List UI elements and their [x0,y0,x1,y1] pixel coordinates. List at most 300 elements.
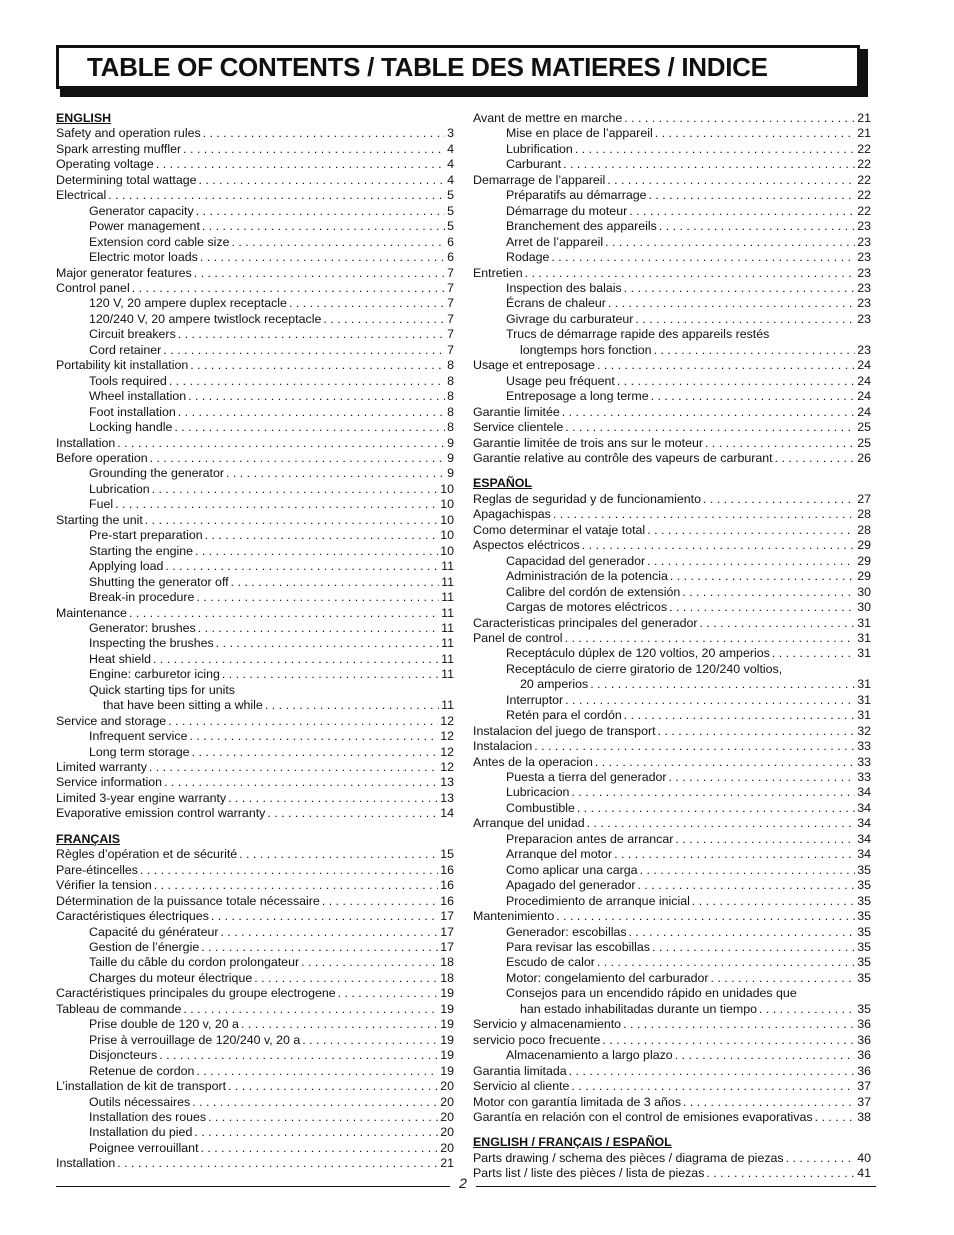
toc-entry-page: 19 [440,1001,454,1016]
toc-entry[interactable] [473,1151,871,1166]
dot-leader [624,111,855,126]
toc-entry[interactable] [56,955,454,970]
toc-entry-page: 30 [857,600,871,615]
toc-entry[interactable] [56,312,454,327]
toc-entry-title: Maintenance [56,605,127,620]
toc-entry[interactable] [56,126,454,141]
dot-leader [188,389,445,404]
toc-entry-title: Electric motor loads [89,250,198,265]
toc-entry[interactable] [473,1095,871,1110]
toc-entry[interactable] [473,157,871,172]
toc-entry-page: 36 [857,1048,871,1063]
dot-leader [759,1002,855,1017]
toc-entry[interactable] [56,559,454,574]
toc-entry[interactable] [56,343,454,358]
dot-leader [194,1125,438,1140]
toc-entry-page: 5 [447,188,454,203]
toc-entry[interactable] [56,1002,454,1017]
toc-entry[interactable] [56,142,454,157]
toc-entry[interactable] [473,955,871,970]
toc-entry-title: Service information [56,775,163,790]
toc-entry[interactable] [473,616,871,631]
toc-entry[interactable] [56,1048,454,1063]
toc-entry[interactable] [56,466,454,481]
toc-entry-page: 6 [447,250,454,265]
toc-entry-title: Parts drawing / schema des pièces / diagrama de piezas [473,1150,784,1165]
toc-entry-title: Prise double de 120 v, 20 a [89,1017,239,1032]
toc-entry[interactable] [473,554,871,569]
toc-entry-title: Escudo de calor [506,955,595,970]
toc-entry[interactable] [473,266,871,281]
toc-entry[interactable] [473,878,871,893]
dot-leader [159,1048,438,1063]
toc-entry[interactable] [473,296,871,311]
dot-leader [216,636,439,651]
dot-leader [129,606,439,621]
title-box [56,45,860,89]
toc-entry-page: 19 [440,1063,454,1078]
toc-entry-page: 33 [857,739,871,754]
toc-entry-title: Carburant [506,157,562,172]
toc-entry[interactable] [56,878,454,893]
dot-leader [117,436,445,451]
dot-leader [156,157,445,172]
toc-entry[interactable] [473,219,871,234]
toc-entry[interactable] [473,281,871,296]
dot-leader [675,1048,856,1063]
toc-entry-title: Capacidad del generador [506,553,646,568]
toc-entry[interactable] [473,111,871,126]
toc-entry-page: 35 [857,955,871,970]
toc-entry-title: Arranque del motor [506,847,613,862]
toc-entry-page: 23 [857,234,871,249]
dot-leader [703,492,855,507]
toc-entry-title: Procedimiento de arranque inicial [506,893,690,908]
toc-entry[interactable] [56,1110,454,1125]
toc-entry[interactable] [56,667,454,682]
toc-entry-page: 11 [441,620,454,635]
toc-entry-page: 17 [440,940,454,955]
toc-entry-page: 22 [857,157,871,172]
toc-entry-title: that have been sitting a while [103,698,263,713]
toc-entry-page: 4 [447,141,454,156]
toc-entry[interactable] [56,714,454,729]
toc-entry-page: 16 [440,893,454,908]
toc-entry-page: 8 [447,358,454,373]
toc-entry[interactable] [473,492,871,507]
dot-leader [605,235,855,250]
toc-entry-title: Démarrage du moteur [506,203,628,218]
toc-entry[interactable] [473,235,871,250]
toc-entry[interactable] [56,1079,454,1094]
footer-rule-right [476,1186,876,1187]
toc-entry-page: 22 [857,172,871,187]
toc-entry[interactable] [473,971,871,986]
toc-entry-title: Extension cord cable size [89,234,230,249]
toc-entry-title: Almacenamiento a largo plazo [506,1048,673,1063]
toc-entry[interactable] [473,909,871,924]
toc-entry[interactable] [56,389,454,404]
toc-entry-page: 11 [441,667,454,682]
toc-entry[interactable] [56,791,454,806]
toc-entry[interactable] [56,729,454,744]
toc-entry[interactable] [56,1141,454,1156]
toc-entry[interactable] [56,775,454,790]
toc-entry-page: 17 [440,909,454,924]
toc-entry[interactable] [473,142,871,157]
dot-leader [624,281,855,296]
toc-entry[interactable] [473,755,871,770]
toc-entry-page: 9 [447,435,454,450]
toc-entry-page: 18 [440,970,454,985]
toc-entry-page: 13 [440,790,454,805]
toc-entry-page: 23 [857,250,871,265]
dot-leader [654,343,856,358]
toc-entry-page: 10 [440,512,454,527]
toc-entry[interactable] [56,497,454,512]
dot-leader [565,693,855,708]
dot-leader [635,312,855,327]
toc-entry[interactable] [56,250,454,265]
toc-entry[interactable] [56,760,454,775]
toc-entry-page: 7 [447,327,454,342]
toc-entry[interactable] [473,1079,871,1094]
toc-entry-page: 31 [857,692,871,707]
toc-entry[interactable] [56,986,454,1001]
toc-entry[interactable] [56,590,454,605]
toc-entry[interactable] [473,585,871,600]
toc-entry[interactable] [473,724,871,739]
toc-entry-page: 19 [440,1048,454,1063]
toc-entry[interactable] [56,925,454,940]
toc-entry[interactable] [473,708,871,723]
toc-entry[interactable] [56,847,454,862]
toc-entry-page: 4 [447,172,454,187]
toc-entry[interactable] [473,436,871,451]
dot-leader [669,600,855,615]
dot-leader [198,621,439,636]
toc-entry[interactable] [56,745,454,760]
toc-entry-title: Motor con garantía limitada de 3 años [473,1094,682,1109]
toc-entry-page: 28 [857,522,871,537]
toc-entry[interactable] [56,940,454,955]
toc-entry[interactable] [56,606,454,621]
toc-entry[interactable] [473,523,871,538]
dot-leader [647,523,855,538]
dot-leader [228,791,438,806]
toc-entry-page: 20 [440,1125,454,1140]
dot-leader [658,724,856,739]
toc-entry[interactable] [473,925,871,940]
toc-entry-title: Retenue de cordon [89,1063,195,1078]
toc-entry-title: Panel de control [473,630,563,645]
toc-entry[interactable] [56,1064,454,1079]
toc-entry[interactable] [473,1002,871,1017]
toc-entry[interactable] [473,188,871,203]
toc-entry-title: Mise en place de l’appareil [506,126,653,141]
dot-leader [556,909,855,924]
toc-entry-page: 11 [441,574,454,589]
toc-entry[interactable] [473,677,871,692]
toc-entry-title: Starting the unit [56,512,143,527]
dot-leader [786,1151,856,1166]
toc-entry-page: 33 [857,770,871,785]
dot-leader [200,250,445,265]
dot-leader [301,955,438,970]
toc-entry-title: Shutting the generator off [89,574,229,589]
toc-entry[interactable] [473,1033,871,1048]
toc-entry-title: Pre-start preparation [89,528,203,543]
toc-entry-title: Installation [56,435,116,450]
toc-entry-page: 21 [857,111,871,125]
toc-entry[interactable] [56,1095,454,1110]
toc-entry-title: 120 V, 20 ampere duplex receptacle [89,296,287,311]
toc-entry[interactable] [473,538,871,553]
dot-leader [117,1156,438,1171]
toc-entry[interactable] [473,327,871,342]
dot-leader [192,1095,438,1110]
toc-entry[interactable] [56,863,454,878]
toc-entry[interactable] [473,770,871,785]
toc-entry-title: Usage et entreposage [473,358,595,373]
toc-entry[interactable] [56,219,454,234]
toc-entry[interactable] [473,986,871,1001]
dot-leader [607,173,855,188]
toc-entry[interactable] [56,652,454,667]
toc-entry-page: 8 [447,420,454,435]
toc-entry-page: 16 [440,878,454,893]
toc-entry[interactable] [473,600,871,615]
toc-entry[interactable] [473,832,871,847]
dot-leader [675,832,855,847]
toc-entry[interactable] [473,204,871,219]
toc-entry[interactable] [473,343,871,358]
toc-entry-title: Caracteristicas principales del generador [473,615,698,630]
toc-entry-page: 35 [857,909,871,924]
toc-entry[interactable] [56,683,454,698]
dot-leader [201,940,438,955]
dot-leader [775,451,856,466]
toc-entry[interactable] [473,389,871,404]
toc-entry[interactable] [56,1125,454,1140]
toc-entry[interactable] [473,569,871,584]
toc-entry-title: Installation des roues [89,1110,207,1124]
toc-entry[interactable] [473,250,871,265]
toc-entry[interactable] [56,513,454,528]
toc-entry-page: 11 [441,698,454,713]
toc-entry-page: 35 [857,924,871,939]
dot-leader [232,235,446,250]
toc-entry[interactable] [473,847,871,862]
dot-leader [265,698,439,713]
dot-leader [194,266,445,281]
toc-entry[interactable] [473,126,871,141]
toc-entry-title: Puesta a tierra del generador [506,770,667,785]
toc-entry-page: 34 [857,816,871,831]
toc-entry[interactable] [473,801,871,816]
toc-entry[interactable] [56,698,454,713]
toc-entry[interactable] [56,281,454,296]
toc-entry[interactable] [56,894,454,909]
toc-entry[interactable] [473,1064,871,1079]
toc-entry-page: 12 [440,729,454,744]
dot-leader [195,544,438,559]
toc-entry-page: 16 [440,862,454,877]
toc-entry-title: Power management [89,219,200,234]
toc-entry[interactable] [56,544,454,559]
dot-leader [190,358,445,373]
toc-entry[interactable] [56,621,454,636]
toc-entry[interactable] [473,507,871,522]
toc-entry-title: Engine: carburetor icing [89,667,220,682]
toc-entry-page: 36 [857,1063,871,1078]
toc-entry-page: 8 [447,404,454,419]
toc-entry[interactable] [473,662,871,677]
toc-entry[interactable] [56,235,454,250]
toc-entry[interactable] [56,405,454,420]
dot-leader [150,451,445,466]
toc-entry-page: 35 [857,940,871,955]
toc-entry-title: Parts list / liste des pièces / lista de piezas [473,1166,705,1181]
toc-entry-title: Preparacion antes de arrancar [506,831,674,846]
dot-leader [108,188,445,203]
toc-entry[interactable] [56,173,454,188]
toc-entry[interactable] [56,1017,454,1032]
toc-entry[interactable] [56,1033,454,1048]
section-spacer [56,822,454,832]
toc-entry[interactable] [473,374,871,389]
toc-entry-page: 31 [857,646,871,661]
toc-entry-page: 23 [857,296,871,311]
toc-entry-page: 12 [440,713,454,728]
toc-entry-title: L’installation de kit de transport [56,1079,227,1094]
dot-leader [196,204,445,219]
toc-entry-page: 28 [857,507,871,522]
toc-entry[interactable] [56,157,454,172]
toc-entry[interactable] [56,374,454,389]
toc-entry-title: Garantia limitada [473,1063,567,1078]
toc-entry[interactable] [473,312,871,327]
toc-entry[interactable] [473,451,871,466]
toc-entry[interactable] [473,894,871,909]
toc-entry-title: servicio poco frecuente [473,1032,601,1047]
toc-entry[interactable] [473,693,871,708]
toc-entry-page: 11 [441,636,454,651]
dot-leader [655,126,855,141]
toc-entry-page: 20 [440,1079,454,1094]
toc-entry[interactable] [56,1156,454,1171]
toc-entry-page: 7 [447,296,454,311]
toc-entry[interactable] [56,358,454,373]
dot-leader [211,909,438,924]
toc-entry-title: Vérifier la tension [56,878,152,893]
toc-entry[interactable] [473,646,871,661]
toc-entry-title: Administración de la potencia [506,569,668,584]
toc-entry[interactable] [56,636,454,651]
toc-entry[interactable] [473,631,871,646]
toc-entry-title: Long term storage [89,744,190,759]
toc-entry-title: Pare-étincelles [56,862,138,877]
toc-entry[interactable] [473,785,871,800]
toc-entry-title: Préparatifs au démarrage [506,188,647,203]
toc-entry-title: Spark arresting muffler [56,141,182,156]
toc-entry[interactable] [473,1017,871,1032]
dot-leader [154,878,438,893]
toc-entry[interactable] [56,266,454,281]
toc-entry-title: Cord retainer [89,342,162,357]
toc-entry-page: 27 [857,491,871,506]
toc-entry-page: 26 [857,450,871,465]
toc-entry[interactable] [56,806,454,821]
toc-entry-page: 31 [857,708,871,723]
toc-entry-title: Prise à verrouillage de 120/240 v, 20 a [89,1032,301,1047]
toc-entry-page: 34 [857,800,871,815]
toc-entry-page: 21 [440,1156,454,1171]
toc-entry[interactable] [473,739,871,754]
dot-leader [815,1110,856,1125]
toc-entry-title: Rodage [506,250,550,265]
toc-entry[interactable] [56,971,454,986]
dot-leader [705,436,855,451]
toc-entry-title: Inspection des balais [506,280,622,295]
toc-entry[interactable] [473,1048,871,1063]
toc-entry[interactable] [56,420,454,435]
toc-entry-title: Major generator features [56,265,192,280]
toc-entry[interactable] [56,575,454,590]
toc-entry[interactable] [56,204,454,219]
toc-entry[interactable] [473,863,871,878]
toc-entry-title: Gestion de l’énergie [89,940,200,955]
toc-entry-title: Outils nécessaires [89,1094,191,1109]
toc-entry-title: Combustible [506,800,575,815]
dot-leader [582,538,855,553]
toc-entry[interactable] [473,816,871,831]
toc-entry[interactable] [473,173,871,188]
toc-entry-page: 23 [857,311,871,326]
dot-leader [165,559,439,574]
toc-entry-title: Apagachispas [473,507,551,522]
section-heading: FRANÇAIS [56,831,121,846]
dot-leader [241,1017,438,1032]
toc-entry[interactable] [56,909,454,924]
toc-entry[interactable] [56,528,454,543]
dot-leader [302,1033,438,1048]
toc-entry[interactable] [473,1110,871,1125]
dot-leader [201,1141,439,1156]
toc-entry[interactable] [56,296,454,311]
toc-entry[interactable] [56,482,454,497]
toc-entry[interactable] [473,358,871,373]
toc-entry[interactable] [56,327,454,342]
dot-leader [640,863,856,878]
toc-entry[interactable] [473,1166,871,1181]
toc-entry-title: han estado inhabilitadas durante un tiempo [520,1001,757,1016]
toc-entry-title: Applying load [89,559,164,574]
dot-leader [231,575,440,590]
dot-leader [199,173,446,188]
toc-entry[interactable] [56,188,454,203]
toc-entry[interactable] [473,940,871,955]
dot-leader [553,507,855,522]
dot-leader [772,646,855,661]
toc-entry-page: 9 [447,450,454,465]
dot-leader [149,760,438,775]
toc-entry[interactable] [56,436,454,451]
toc-entry[interactable] [473,405,871,420]
toc-entry[interactable] [56,451,454,466]
toc-entry-page: 23 [857,219,871,234]
toc-entry[interactable] [473,420,871,435]
